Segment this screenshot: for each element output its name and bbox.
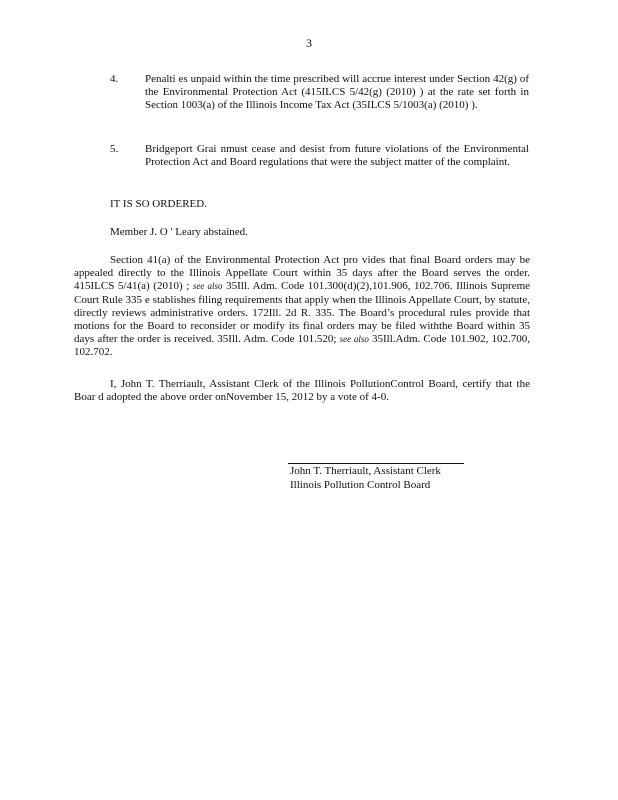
- appeal-text-part1: Section 41(a) of the Environmental Protection Act pro vides that final Board orders may be appealed directly to the Illinois Appellate Court within 35 days after the Board serves the order. 415ILCS 5/41(a) (2010) ;: [74, 254, 530, 293]
- appeal-text-part2: 35Ill. Adm. Code 101.300(d)(2),101.906, 102.706. Illinois Supreme Court Rule 335 e stablishes filing requirements that apply when the Illinois Appellate Court, by statute, directly reviews administrative orders. 172Ill. 2d R. 335. The Board’s procedural rules provide that motions for the Board to reconsider or modify its final orders may be filed withthe Board within 35 days after the order is received. 35Ill. Adm. Code 101.520;: [74, 280, 531, 346]
- item-number-4: 4.: [110, 73, 119, 85]
- item-text-4: Penalti es unpaid within the time prescribed will accrue interest under Section 42(g) of the Environmental Protection Act (415ILCS 5/42(g) (2010) ) at the rate set forth in Section 1003(a) of the Illinois Income Tax Act (35ILCS 5/1003(a) (2010) ).: [145, 73, 529, 112]
- appeal-text-part3: 35Ill.Adm. Code 101.902, 102.700, 102.702.: [74, 333, 530, 359]
- see-also-2: see also: [339, 334, 369, 345]
- signature-line: [288, 463, 464, 464]
- appeal-paragraph: [74, 254, 530, 360]
- so-ordered: IT IS SO ORDERED.: [110, 198, 207, 210]
- abstain-note: Member J. O ' Leary abstained.: [110, 226, 248, 238]
- signature-org: Illinois Pollution Control Board: [290, 479, 431, 491]
- certification-paragraph: I, John T. Therriault, Assistant Clerk of the Illinois PollutionControl Board, certify that the Boar d adopted the above order onNovember 15, 2012 by a vote of 4-0.: [74, 378, 530, 404]
- signature-name: John T. Therriault, Assistant Clerk: [290, 465, 441, 477]
- page-number: 3: [306, 36, 312, 50]
- see-also-1: see also: [192, 281, 223, 292]
- item-text-5: Bridgeport Grai nmust cease and desist from future violations of the Environmental Protection Act and Board regulations that were the subject matter of the complaint.: [145, 143, 529, 169]
- item-number-5: 5.: [110, 143, 119, 155]
